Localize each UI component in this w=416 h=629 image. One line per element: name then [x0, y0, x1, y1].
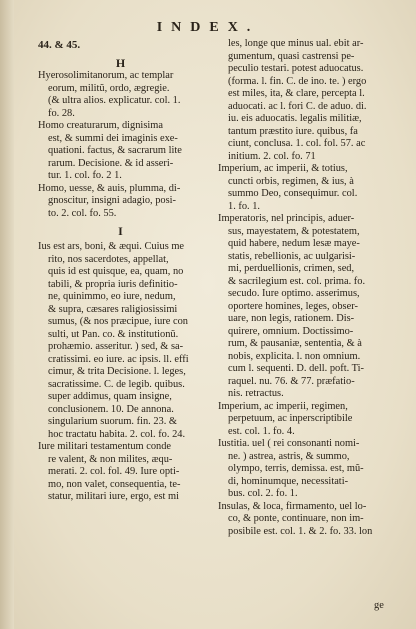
index-line: Hyerosolimitanorum, ac templar — [38, 70, 174, 81]
index-line: posibile est. col. 1. & 2. fo. 33. lon — [228, 525, 373, 537]
index-line: (& ultra alios. explicatur. col. 1. — [48, 95, 181, 106]
index-line: Homo creaturarum, dignisima — [38, 120, 163, 131]
index-line: sus, mayestatem, & potestatem, — [228, 225, 360, 237]
index-line: nobis, explicita. l. non omnium. — [228, 350, 361, 362]
index-line: quis id est quisque, ea, quam, no — [48, 266, 184, 277]
index-line: est. col. 1. fo. 4. — [228, 425, 295, 437]
index-line: mo, non valet, consequentia, te- — [48, 478, 181, 490]
index-line: co, & ponte, continuare, non im- — [228, 513, 364, 524]
index-line: secudo. Iure optimo. asserimus, — [228, 288, 360, 299]
index-line: sumus, (& nos præcipue, iure con — [48, 316, 188, 327]
index-line: cratissimi. eo iure. ac ipsis. ll. effi — [48, 353, 189, 365]
folio-number: 44. & 45. — [38, 39, 81, 51]
index-line: est miles, ita, & clare, percepta l. — [228, 88, 365, 99]
index-line: sulti, ut Pan. co. & institutionũ. — [48, 328, 179, 340]
index-line: tur. 1. col. fo. 2 1. — [48, 170, 122, 181]
index-line: tabili, & propria iuris definitio- — [48, 278, 178, 290]
left-column — [38, 56, 203, 504]
index-line: Iustitia. uel ( rei consonanti nomi- — [218, 438, 360, 449]
index-line: est, & summi dei imaginis exe- — [48, 132, 178, 144]
index-line: singularium suorum. fin. 23. & — [48, 416, 178, 427]
index-line: Insulas, & loca, firmamento, uel lo- — [218, 500, 367, 512]
index-line: cuncti orbis, regimen, & ius, à — [228, 175, 354, 187]
index-line: Iure militari testamentum conde — [38, 441, 172, 452]
section-letter-h: H — [115, 56, 126, 70]
index-line: quirere, omnium. Doctissimo- — [228, 325, 354, 337]
page-title: INDEX. — [156, 20, 260, 35]
index-line: aduocati. ac l. fori C. de aduo. di. — [228, 100, 367, 112]
index-line: rito, nos sacerdotes, appellat, — [48, 253, 169, 265]
index-line: ciunt, conclusa. 1. col. fol. 57. ac — [228, 138, 366, 149]
index-line: Imperium, ac imperii, regimen, — [218, 400, 348, 412]
index-line: hoc tractatu habita. 2. col. fo. 24. — [48, 428, 186, 440]
index-line: prohæmio. asseritur. ) sed, & sa- — [48, 341, 184, 352]
index-line: 1. fo. 1. — [228, 200, 261, 212]
index-line: rarum. Decisione. & id asseri- — [48, 157, 174, 169]
index-line: fo. 28. — [48, 107, 75, 119]
index-line: quid habere, nedum lesæ maye- — [228, 238, 360, 249]
index-line: uare, non legis, rationem. Dis- — [228, 313, 355, 324]
index-line: mi, perduellionis, crimen, sed, — [228, 263, 355, 274]
index-line: cimur, & trita Decisione. l. leges, — [48, 366, 186, 377]
index-line: gumentum, quasi castrensi pe- — [228, 50, 355, 62]
index-line: ne. ) astrea, astris, & summo, — [228, 450, 350, 462]
index-line: oportere homines, leges, obser- — [228, 300, 358, 312]
index-line: nis. retractus. — [228, 388, 284, 399]
index-line: peculio testari. potest aduocatus. — [228, 63, 364, 74]
index-line: raquel. nu. 76. & 77. præfatio- — [228, 375, 355, 387]
index-line: Ius est ars, boni, & æqui. Cuius me — [38, 241, 185, 252]
page-spine-shadow — [0, 0, 14, 629]
index-line: & supra, cæsares raligiosissimi — [48, 303, 178, 315]
index-line: ne, quinimmo, eo iure, nedum, — [48, 291, 176, 302]
index-line: sacratissime. C. de legib. quibus. — [48, 378, 185, 390]
index-line: rum, & pausaniæ, sententia, & à — [228, 338, 362, 349]
index-line: perpetuum, ac inperscriptibile — [228, 413, 353, 424]
index-line: conclusionem. 10. De annona. — [48, 403, 174, 415]
index-line: summo Deo, consequimur. col. — [228, 188, 358, 199]
catchword: ge — [374, 600, 384, 611]
index-line: quationi. factus, & sacrarum lite — [48, 145, 182, 156]
index-line: super addimus, quam insigne, — [48, 391, 172, 402]
right-column — [218, 38, 390, 538]
index-line: di, hominumque, necessitati- — [228, 475, 349, 487]
index-line: Homo, uesse, & auis, plumma, di- — [38, 182, 181, 194]
index-line: iu. eis aduocatis. legalis militiæ, — [228, 113, 362, 124]
index-line: to. 2. col. fo. 55. — [48, 207, 117, 219]
index-line: olympo, terris, demissa. est, mũ- — [228, 463, 364, 474]
entries-h — [38, 70, 203, 220]
index-line: (forma. l. fin. C. de ino. te. ) ergo — [228, 75, 367, 87]
index-line: Imperatoris, nel principis, aduer- — [218, 213, 355, 224]
index-line: & sacrilegium est. col. prima. fo. — [228, 275, 366, 287]
index-line: eorum, militũ, ordo, ægregie. — [48, 82, 170, 94]
index-line: gnoscitur, insigni adagio, posi- — [48, 195, 177, 206]
entries-i — [38, 241, 203, 504]
index-line: statur, militari iure, ergo, est mi — [48, 491, 179, 502]
index-line: cum l. sequenti. D. dell. poft. Ti- — [228, 363, 364, 374]
section-letter-i: I — [118, 224, 123, 238]
index-line: re valent, & non milites, æqu- — [48, 453, 173, 465]
index-line: Imperium, ac imperii, & totius, — [218, 163, 348, 174]
index-line: les, longe que minus ual. ebit ar- — [228, 38, 364, 49]
index-line: tantum præstito iure. quibus, fa — [228, 125, 358, 137]
index-line: bus. col. 2. fo. 1. — [228, 488, 298, 499]
index-line: initium. 2. col. fo. 71 — [228, 150, 316, 162]
index-line: statis, rebellionis, ac uulgarisi- — [228, 250, 356, 262]
index-line: merati. 2. col. fol. 49. Iure opti- — [48, 466, 180, 477]
